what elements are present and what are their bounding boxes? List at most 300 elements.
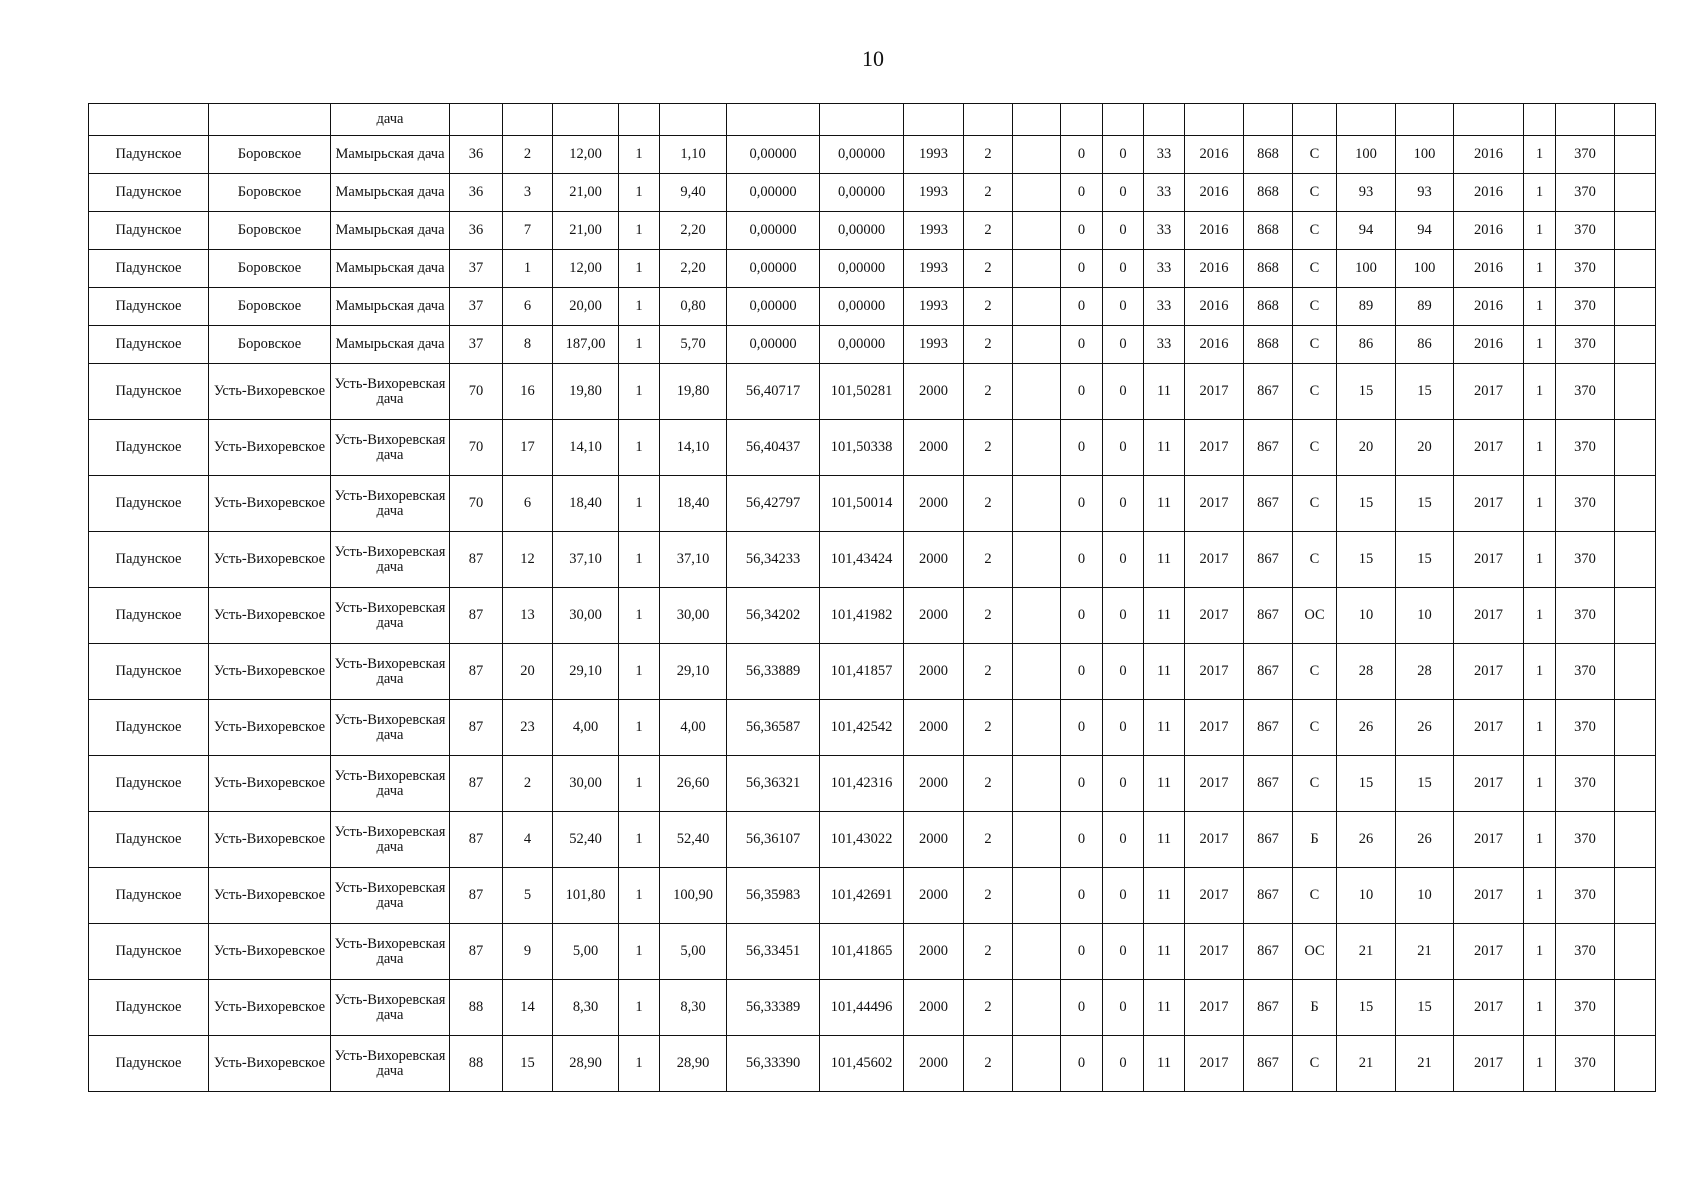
table-cell: 70 (450, 476, 503, 532)
table-cell: 0 (1103, 250, 1144, 288)
table-cell: 2 (964, 868, 1013, 924)
table-cell: 0 (1061, 174, 1103, 212)
table-cell: 370 (1556, 364, 1615, 420)
table-cell: Мамырьская дача (331, 174, 450, 212)
table-cell: 0 (1061, 326, 1103, 364)
table-cell: 2,20 (660, 212, 727, 250)
table-cell: 2000 (904, 420, 964, 476)
table-cell: 2016 (1185, 212, 1244, 250)
table-cell: 33 (1144, 212, 1185, 250)
table-cell: 0 (1061, 756, 1103, 812)
table-cell (1615, 250, 1656, 288)
table-row (89, 288, 1656, 326)
table-cell: 867 (1244, 644, 1293, 700)
table-cell: Усть-Вихоревская дача (331, 1036, 450, 1092)
table-cell: 868 (1244, 136, 1293, 174)
table-row (89, 104, 1656, 136)
table-cell: 93 (1396, 174, 1454, 212)
table-cell: 2016 (1454, 288, 1524, 326)
table-cell: 21,00 (553, 212, 619, 250)
table-cell (1013, 250, 1061, 288)
table-cell: 0 (1103, 924, 1144, 980)
table-cell: 0 (1061, 588, 1103, 644)
table-cell: 12,00 (553, 136, 619, 174)
table-cell: 1 (619, 136, 660, 174)
table-cell: Усть-Вихоревская дача (331, 700, 450, 756)
table-cell: 1 (619, 174, 660, 212)
table-cell: 11 (1144, 420, 1185, 476)
table-cell: 2017 (1454, 924, 1524, 980)
table-cell: 7 (503, 212, 553, 250)
table-cell: 0,00000 (820, 288, 904, 326)
table-cell: 3 (503, 174, 553, 212)
table-cell: 0 (1103, 136, 1144, 174)
table-cell: 867 (1244, 476, 1293, 532)
table-cell: 0 (1103, 288, 1144, 326)
table-cell: 100,90 (660, 868, 727, 924)
table-cell: Боровское (209, 174, 331, 212)
table-cell: 2017 (1185, 532, 1244, 588)
table-cell: 21 (1337, 1036, 1396, 1092)
table-cell: 11 (1144, 924, 1185, 980)
table-cell: 2016 (1454, 136, 1524, 174)
table-cell: 11 (1144, 532, 1185, 588)
table-cell: 0 (1061, 476, 1103, 532)
table-cell: 87 (450, 924, 503, 980)
table-row (89, 868, 1656, 924)
table-cell: Мамырьская дача (331, 250, 450, 288)
table-cell: 11 (1144, 756, 1185, 812)
table-cell (1013, 868, 1061, 924)
table-cell: 21 (1396, 924, 1454, 980)
table-cell: ОС (1293, 924, 1337, 980)
table-cell (1615, 868, 1656, 924)
table-cell: 101,42542 (820, 700, 904, 756)
table-cell: 11 (1144, 1036, 1185, 1092)
table-cell: 20 (1337, 420, 1396, 476)
table-cell: 26 (1396, 812, 1454, 868)
table-cell: 37,10 (660, 532, 727, 588)
table-cell: 26 (1337, 812, 1396, 868)
table-cell: Усть-Вихоревская дача (331, 812, 450, 868)
table-cell: 370 (1556, 700, 1615, 756)
table-cell: 2000 (904, 1036, 964, 1092)
table-cell: 11 (1144, 812, 1185, 868)
table-cell: 0 (1061, 288, 1103, 326)
table-cell (1013, 588, 1061, 644)
table-cell: 370 (1556, 868, 1615, 924)
table-cell: 15 (1337, 364, 1396, 420)
table-cell: 101,42316 (820, 756, 904, 812)
table-cell: 370 (1556, 812, 1615, 868)
table-cell: 28 (1396, 644, 1454, 700)
table-cell: 2017 (1454, 420, 1524, 476)
table-cell: 6 (503, 476, 553, 532)
table-cell: Падунское (89, 364, 209, 420)
table-cell: 370 (1556, 1036, 1615, 1092)
table-cell: 187,00 (553, 326, 619, 364)
table-cell: 868 (1244, 174, 1293, 212)
table-cell: 0 (1061, 980, 1103, 1036)
table-cell: 1993 (904, 212, 964, 250)
table-cell: 36 (450, 212, 503, 250)
table-cell: 20 (1396, 420, 1454, 476)
table-cell: 8 (503, 326, 553, 364)
table-cell: 1 (619, 924, 660, 980)
table-cell: Падунское (89, 812, 209, 868)
table-cell: С (1293, 532, 1337, 588)
table-cell: С (1293, 212, 1337, 250)
table-cell: Мамырьская дача (331, 288, 450, 326)
table-cell: 867 (1244, 868, 1293, 924)
table-cell: 867 (1244, 700, 1293, 756)
table-cell (1013, 420, 1061, 476)
table-cell: 14 (503, 980, 553, 1036)
table-cell: Усть-Вихоревское (209, 588, 331, 644)
table-cell (1615, 980, 1656, 1036)
table-cell: Падунское (89, 868, 209, 924)
table-cell: 21,00 (553, 174, 619, 212)
table-cell: 2 (964, 364, 1013, 420)
table-row (89, 476, 1656, 532)
table-cell: 1 (1524, 1036, 1556, 1092)
table-cell (1013, 212, 1061, 250)
table-cell: 0,00000 (727, 250, 820, 288)
table-cell: 2000 (904, 532, 964, 588)
table-cell: 0 (1103, 756, 1144, 812)
table-cell: Усть-Вихоревское (209, 756, 331, 812)
table-cell: 1 (1524, 812, 1556, 868)
table-cell: 1 (1524, 420, 1556, 476)
table-cell: 2 (964, 1036, 1013, 1092)
table-cell: 2017 (1454, 700, 1524, 756)
table-cell: 10 (1396, 588, 1454, 644)
table-cell: 87 (450, 644, 503, 700)
table-cell: 0 (1061, 700, 1103, 756)
table-cell: Мамырьская дача (331, 326, 450, 364)
table-cell (1615, 588, 1656, 644)
table-cell: 15 (1337, 476, 1396, 532)
table-cell: 0 (1061, 924, 1103, 980)
table-cell: 370 (1556, 326, 1615, 364)
table-cell: Мамырьская дача (331, 212, 450, 250)
table-cell: 2017 (1185, 364, 1244, 420)
table-cell: 56,33889 (727, 644, 820, 700)
table-cell: 33 (1144, 136, 1185, 174)
table-cell: Усть-Вихоревская дача (331, 868, 450, 924)
table-cell (1615, 812, 1656, 868)
table-cell: 93 (1337, 174, 1396, 212)
table-cell: 2017 (1454, 980, 1524, 1036)
table-cell: 2 (964, 288, 1013, 326)
table-cell: Усть-Вихоревское (209, 924, 331, 980)
table-cell: 2000 (904, 980, 964, 1036)
table-cell: 370 (1556, 420, 1615, 476)
table-cell: Усть-Вихоревское (209, 868, 331, 924)
table-cell: 0 (1061, 532, 1103, 588)
table-cell: 0,00000 (820, 136, 904, 174)
table-cell: 2000 (904, 868, 964, 924)
table-cell: 101,41982 (820, 588, 904, 644)
table-cell: Падунское (89, 980, 209, 1036)
table-cell: 0 (1061, 212, 1103, 250)
table-cell: 370 (1556, 532, 1615, 588)
table-cell: 101,45602 (820, 1036, 904, 1092)
table-cell: 2017 (1185, 756, 1244, 812)
table-cell: С (1293, 326, 1337, 364)
table-cell: 8,30 (660, 980, 727, 1036)
table-cell: 87 (450, 588, 503, 644)
table-cell: 89 (1396, 288, 1454, 326)
table-cell: 1 (619, 288, 660, 326)
table-cell (1013, 326, 1061, 364)
table-cell: Усть-Вихоревское (209, 476, 331, 532)
table-cell: 370 (1556, 174, 1615, 212)
table-cell: 30,00 (660, 588, 727, 644)
table-cell: 100 (1337, 136, 1396, 174)
table-cell (1615, 288, 1656, 326)
table-cell: 28,90 (660, 1036, 727, 1092)
table-cell: 30,00 (553, 756, 619, 812)
table-body (89, 104, 1656, 1092)
table-cell: 101,50281 (820, 364, 904, 420)
table-cell: Падунское (89, 288, 209, 326)
table-row (89, 700, 1656, 756)
table-cell: 70 (450, 420, 503, 476)
table-cell: 101,42691 (820, 868, 904, 924)
table-cell: 1993 (904, 288, 964, 326)
table-cell: 87 (450, 812, 503, 868)
table-cell: Мамырьская дача (331, 136, 450, 174)
table-cell: Усть-Вихоревское (209, 364, 331, 420)
table-cell: 1 (619, 980, 660, 1036)
table-cell: 26 (1396, 700, 1454, 756)
table-cell: 868 (1244, 288, 1293, 326)
table-cell: 1 (1524, 250, 1556, 288)
table-cell: 2017 (1185, 420, 1244, 476)
table-cell: 370 (1556, 212, 1615, 250)
table-row (89, 644, 1656, 700)
table-cell: 370 (1556, 644, 1615, 700)
table-cell: 94 (1396, 212, 1454, 250)
table-cell: 2017 (1185, 1036, 1244, 1092)
table-cell: 2017 (1185, 980, 1244, 1036)
table-cell: 2000 (904, 476, 964, 532)
table-cell (1013, 812, 1061, 868)
table-cell: 13 (503, 588, 553, 644)
table-cell: 1 (1524, 980, 1556, 1036)
table-cell: 0 (1061, 1036, 1103, 1092)
table-cell: 1993 (904, 136, 964, 174)
table-cell: 867 (1244, 420, 1293, 476)
table-cell: 70 (450, 364, 503, 420)
table-cell: 1 (619, 364, 660, 420)
table-cell (1013, 532, 1061, 588)
table-cell: 20 (503, 644, 553, 700)
table-cell: 18,40 (553, 476, 619, 532)
table-cell: 56,33389 (727, 980, 820, 1036)
table-cell: 86 (1337, 326, 1396, 364)
table-cell: 5,70 (660, 326, 727, 364)
table-cell: 8,30 (553, 980, 619, 1036)
table-cell: Б (1293, 812, 1337, 868)
table-cell: 0 (1103, 476, 1144, 532)
table-cell: 2 (964, 532, 1013, 588)
table-cell: 28 (1337, 644, 1396, 700)
table-cell: 56,34233 (727, 532, 820, 588)
table-cell: 1 (1524, 476, 1556, 532)
table-cell: 868 (1244, 326, 1293, 364)
table-cell: Усть-Вихоревская дача (331, 476, 450, 532)
table-cell: Усть-Вихоревское (209, 812, 331, 868)
table-cell: 1 (619, 812, 660, 868)
table-cell: Падунское (89, 136, 209, 174)
table-cell: 1 (619, 700, 660, 756)
table-cell: 867 (1244, 812, 1293, 868)
table-cell: 56,42797 (727, 476, 820, 532)
table-cell: 2000 (904, 700, 964, 756)
table-cell: 1993 (904, 174, 964, 212)
table-cell: 370 (1556, 924, 1615, 980)
table-cell: 2017 (1185, 812, 1244, 868)
table-cell: 56,36587 (727, 700, 820, 756)
table-cell: С (1293, 700, 1337, 756)
table-cell: 2,20 (660, 250, 727, 288)
table-cell: 18,40 (660, 476, 727, 532)
table-row (89, 924, 1656, 980)
table-cell: С (1293, 756, 1337, 812)
table-cell: 1 (1524, 924, 1556, 980)
table-cell: 0 (1103, 644, 1144, 700)
table-cell: 2017 (1454, 1036, 1524, 1092)
table-cell: 26 (1337, 700, 1396, 756)
table-cell: 1 (1524, 174, 1556, 212)
table-cell: 56,40437 (727, 420, 820, 476)
table-cell: 0,00000 (820, 212, 904, 250)
table-row (89, 420, 1656, 476)
table-cell: 0,00000 (727, 212, 820, 250)
table-cell (1013, 924, 1061, 980)
table-cell: 1 (619, 326, 660, 364)
table-cell: 2 (964, 212, 1013, 250)
table-cell: 6 (503, 288, 553, 326)
table-cell (1615, 700, 1656, 756)
table-cell: 36 (450, 136, 503, 174)
table-cell: 1 (1524, 756, 1556, 812)
table-cell: 11 (1144, 364, 1185, 420)
table-cell: 867 (1244, 588, 1293, 644)
table-cell: 370 (1556, 588, 1615, 644)
table-cell: 20,00 (553, 288, 619, 326)
table-cell: 9,40 (660, 174, 727, 212)
table-cell: Падунское (89, 700, 209, 756)
table-cell: 11 (1144, 588, 1185, 644)
table-cell: 2016 (1185, 326, 1244, 364)
table-cell: 29,10 (660, 644, 727, 700)
table-row (89, 1036, 1656, 1092)
table-cell (1013, 980, 1061, 1036)
table-cell (1013, 700, 1061, 756)
table-cell (1615, 364, 1656, 420)
table-cell: 2017 (1185, 476, 1244, 532)
table-cell: 5,00 (553, 924, 619, 980)
table-cell: Падунское (89, 1036, 209, 1092)
table-cell: 2016 (1185, 288, 1244, 326)
table-cell (1013, 136, 1061, 174)
table-cell: Боровское (209, 326, 331, 364)
table-cell (1615, 326, 1656, 364)
table-cell: 52,40 (553, 812, 619, 868)
table-cell: 2 (503, 136, 553, 174)
table-cell: 89 (1337, 288, 1396, 326)
table-cell: Усть-Вихоревское (209, 644, 331, 700)
table-cell: 1993 (904, 326, 964, 364)
table-cell: 0,00000 (820, 250, 904, 288)
table-cell: 0 (1061, 136, 1103, 174)
table-cell: 0 (1103, 420, 1144, 476)
table-cell: Усть-Вихоревское (209, 980, 331, 1036)
table-cell: 21 (1396, 1036, 1454, 1092)
table-cell: 16 (503, 364, 553, 420)
table-cell: 2 (964, 644, 1013, 700)
table-cell: дача (331, 104, 450, 136)
table-cell: Падунское (89, 212, 209, 250)
table-cell: Боровское (209, 212, 331, 250)
table-row (89, 532, 1656, 588)
table-cell: 0 (1061, 364, 1103, 420)
table-cell: 1 (1524, 288, 1556, 326)
table-cell: 2016 (1185, 174, 1244, 212)
table-cell: 56,33451 (727, 924, 820, 980)
table-cell: 0,00000 (727, 326, 820, 364)
table-cell: 2017 (1454, 364, 1524, 420)
table-cell: 1 (619, 1036, 660, 1092)
table-cell: С (1293, 136, 1337, 174)
table-row (89, 756, 1656, 812)
table-row (89, 250, 1656, 288)
table-cell: 1 (1524, 588, 1556, 644)
table-cell: 23 (503, 700, 553, 756)
table-cell: 10 (1396, 868, 1454, 924)
table-cell: 101,43424 (820, 532, 904, 588)
table-cell: 1 (1524, 700, 1556, 756)
table-cell: 1 (619, 250, 660, 288)
table-cell: 1 (619, 476, 660, 532)
table-cell: 11 (1144, 644, 1185, 700)
table-cell: С (1293, 868, 1337, 924)
table-cell: С (1293, 644, 1337, 700)
table-cell: 2000 (904, 644, 964, 700)
table-cell: 1 (619, 756, 660, 812)
table-cell: 867 (1244, 532, 1293, 588)
table-cell: 19,80 (553, 364, 619, 420)
table-cell: 0,00000 (820, 326, 904, 364)
table-cell: 11 (1144, 980, 1185, 1036)
table-row (89, 980, 1656, 1036)
table-cell (1615, 420, 1656, 476)
table-cell (1615, 924, 1656, 980)
table-cell: 0,00000 (727, 288, 820, 326)
table-cell: 12,00 (553, 250, 619, 288)
table-cell: 15 (1396, 364, 1454, 420)
table-row (89, 212, 1656, 250)
table-cell: 0,00000 (820, 174, 904, 212)
table-cell: 33 (1144, 326, 1185, 364)
table-cell: 1 (1524, 532, 1556, 588)
table-cell: Усть-Вихоревское (209, 532, 331, 588)
table-cell: 868 (1244, 212, 1293, 250)
table-cell: Падунское (89, 588, 209, 644)
